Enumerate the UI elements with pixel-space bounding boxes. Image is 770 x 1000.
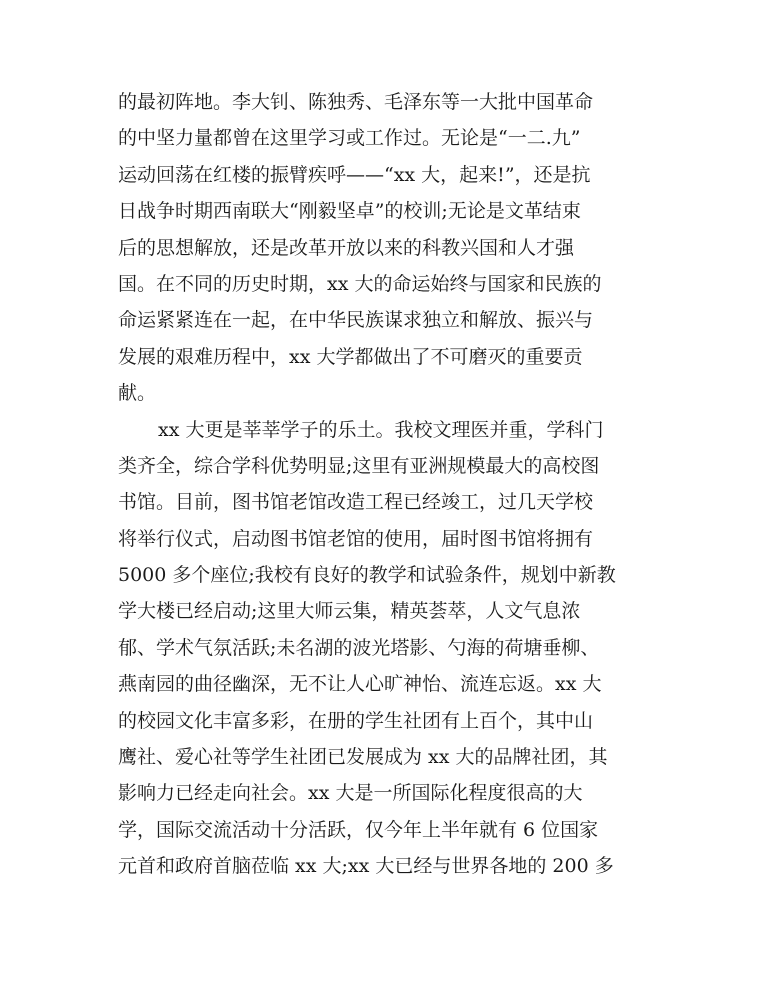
text-line: 鹰社、爱心社等学生社团已发展成为 xx 大的品牌社团，其 xyxy=(118,746,608,769)
text-line: 运动回荡在红楼的振臂疾呼——“xx 大，起来!”，还是抗 xyxy=(118,163,591,186)
text-line: 发展的艰难历程中，xx 大学都做出了不可磨灭的重要贡 xyxy=(118,345,583,368)
text-line: 影响力已经走向社会。xx 大是一所国际化程度很高的大 xyxy=(118,782,583,805)
text-line: 5000 多个座位;我校有良好的教学和试验条件，规划中新教 xyxy=(118,564,616,587)
text-line: 献。 xyxy=(118,382,157,405)
text-line: 的校园文化丰富多彩，在册的学生社团有上百个，其中山 xyxy=(118,709,594,732)
paragraph-2 xyxy=(118,412,658,885)
text-line: 类齐全，综合学科优势明显;这里有亚洲规模最大的高校图 xyxy=(118,454,600,477)
text-line: 书馆。目前，图书馆老馆改造工程已经竣工，过几天学校 xyxy=(118,491,594,514)
text-line: 命运紧紧连在一起，在中华民族谋求独立和解放、振兴与 xyxy=(118,309,594,332)
text-line: 学大楼已经启动;这里大师云集，精英荟萃，人文气息浓 xyxy=(118,600,581,623)
paragraph-1 xyxy=(118,84,658,412)
text-line: 学，国际交流活动十分活跃，仅今年上半年就有 6 位国家 xyxy=(118,818,599,841)
text-line: 的最初阵地。李大钊、陈独秀、毛泽东等一大批中国革命 xyxy=(118,91,594,113)
text-line: 元首和政府首脑莅临 xx 大;xx 大已经与世界各地的 200 多 xyxy=(118,855,614,878)
text-line: 国。在不同的历史时期，xx 大的命运始终与国家和民族的 xyxy=(118,272,602,295)
text-line: 的中坚力量都曾在这里学习或工作过。无论是“一二.九” xyxy=(118,127,581,150)
text-line: 日战争时期西南联大“刚毅坚卓”的校训;无论是文革结束 xyxy=(118,200,581,223)
body-text xyxy=(118,84,658,885)
text-line: 将举行仪式，启动图书馆老馆的使用，届时图书馆将拥有 xyxy=(118,527,594,550)
text-line: xx 大更是莘莘学子的乐土。我校文理医并重，学科门 xyxy=(158,418,604,441)
text-line: 后的思想解放，还是改革开放以来的科教兴国和人才强 xyxy=(118,236,575,259)
text-line: 燕南园的曲径幽深，无不让人心旷神怡、流连忘返。xx 大 xyxy=(118,673,602,696)
text-line: 郁、学术气氛活跃;未名湖的波光塔影、勺海的荷塘垂柳、 xyxy=(118,636,600,659)
